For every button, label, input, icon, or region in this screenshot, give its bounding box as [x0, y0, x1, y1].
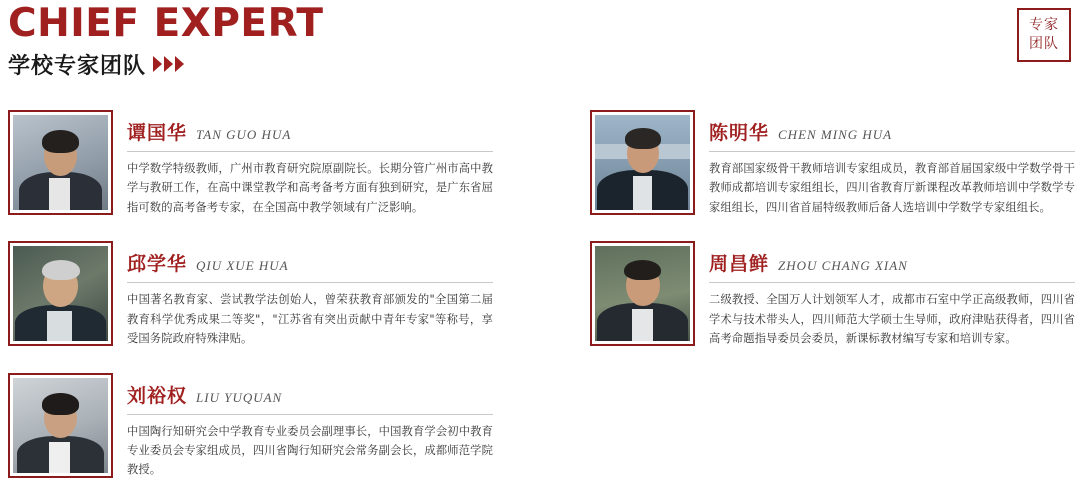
expert-name-row — [709, 118, 1075, 145]
expert-bio: 中国陶行知研究会中学教育专业委员会副理事长，中国教育学会初中教育专业委员会专家组成员，四川省陶行知研究会常务副会长，成都师范学院教授。 — [127, 424, 493, 477]
expert-info — [113, 241, 493, 348]
divider — [127, 151, 493, 152]
page-subtitle: 学校专家团队 — [8, 53, 147, 79]
divider — [709, 282, 1075, 283]
divider — [127, 414, 493, 415]
expert-name-row — [127, 118, 493, 145]
expert-name-cn: 周昌鲜 — [709, 253, 770, 276]
expert-name-row — [127, 249, 493, 276]
arrow-right-icon — [175, 56, 184, 72]
page-title: CHIEF EXPERT — [8, 1, 324, 46]
expert-info — [113, 373, 493, 480]
header-subtitle-row — [8, 49, 323, 80]
expert-card — [8, 373, 493, 480]
portrait-qiu-xue-hua-icon — [13, 246, 108, 341]
expert-name-row — [127, 381, 493, 408]
expert-card — [590, 241, 1075, 348]
portrait-zhou-chang-xian-icon — [595, 246, 690, 341]
expert-name-cn: 刘裕权 — [127, 384, 188, 407]
expert-column-right — [590, 110, 1075, 373]
expert-column-left — [8, 110, 493, 504]
expert-card — [8, 110, 493, 217]
expert-name-cn: 邱学华 — [127, 253, 188, 276]
expert-name-en: QIU XUE HUA — [196, 258, 289, 274]
expert-photo-frame — [590, 241, 695, 346]
portrait-liu-yuquan-icon — [13, 378, 108, 473]
expert-bio: 中国著名教育家、尝试教学法创始人，曾荣获教育部颁发的"全国第二届教育科学优秀成果二等奖"，"江苏省有突出贡献中青年专家"等称号，享受国务院政府特殊津贴。 — [127, 293, 493, 346]
header — [8, 1, 324, 80]
expert-bio: 教育部国家级骨干教师培训专家组成员，教育部首届国家级中学数学骨干教师成都培训专家组组长，四川省教育厅新课程改革教师培训中学数学专家组组长，四川省首届特级教师后备人选培训中学数学专家组组长。 — [709, 162, 1075, 214]
expert-name-cn: 陈明华 — [709, 122, 770, 144]
corner-badge-line2: 团队 — [1029, 36, 1059, 52]
expert-photo-frame — [590, 110, 695, 215]
portrait-chen-ming-hua-icon — [595, 115, 690, 210]
expert-name-cn: 谭国华 — [127, 122, 188, 144]
corner-badge-line1: 专家 — [1029, 17, 1059, 34]
expert-name-en: ZHOU CHANG XIAN — [778, 258, 908, 274]
expert-name-en: LIU YUQUAN — [196, 389, 283, 405]
expert-bio: 二级教授、全国万人计划领军人才，成都市石室中学正高级教师，四川省学术与技术带头人，四川师范大学硕士生导师，政府津贴获得者，四川省高考命题指导委员会委员，新课标教材编写专家和培训专家。 — [709, 293, 1075, 346]
expert-card — [8, 241, 493, 348]
expert-card — [590, 110, 1075, 217]
corner-badge — [1017, 8, 1071, 62]
expert-name-en: TAN GUO HUA — [196, 127, 292, 142]
divider — [709, 151, 1075, 152]
arrows-decoration — [153, 56, 186, 72]
expert-name-row — [709, 249, 1075, 276]
arrow-right-icon — [164, 56, 173, 72]
expert-info — [695, 241, 1075, 348]
expert-info — [695, 110, 1075, 217]
portrait-tan-guo-hua-icon — [13, 115, 108, 210]
divider — [127, 282, 493, 283]
expert-photo-frame — [8, 110, 113, 215]
expert-info — [113, 110, 493, 217]
expert-bio: 中学数学特级教师，广州市教育研究院原副院长。长期分管广州市高中教学与教研工作，在高中课堂教学和高考备考方面有独到研究，是广东省屈指可数的高考备考专家，在全国高中教学领域有广泛影响。 — [127, 162, 493, 214]
expert-name-en: CHEN MING HUA — [778, 127, 893, 142]
expert-photo-frame — [8, 373, 113, 478]
expert-photo-frame — [8, 241, 113, 346]
arrow-right-icon — [153, 56, 162, 72]
